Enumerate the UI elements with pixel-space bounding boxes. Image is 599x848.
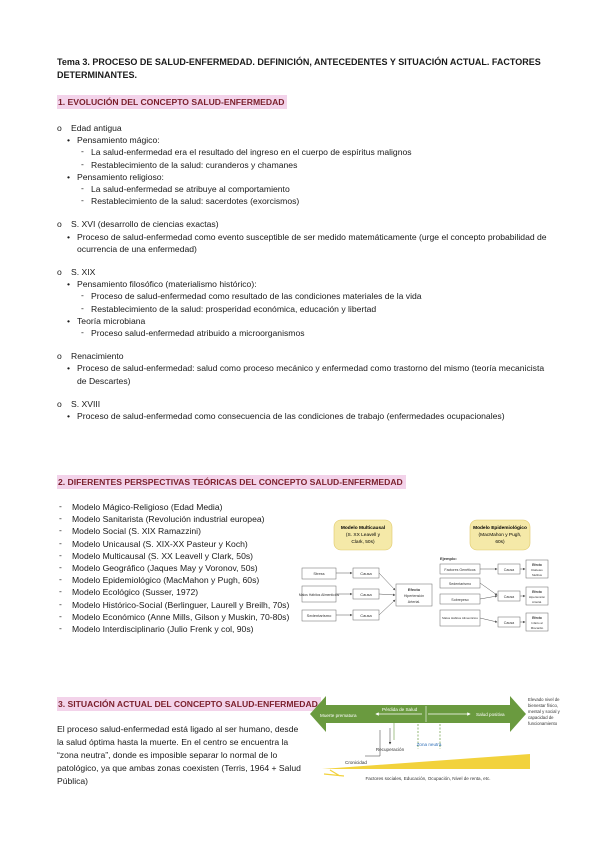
models-list — [57, 501, 292, 635]
list-item: ‐ Modelo Unicausal (S. XIX-XX Pasteur y Koch) — [57, 538, 292, 550]
muerte-label: Muerte prematura — [320, 713, 357, 718]
cronicidad-label: Cronicidad — [345, 760, 367, 765]
efecto-label: Miocardio — [530, 626, 544, 630]
epidemio-subtitle: (MacMahon y Pugh, — [478, 533, 522, 538]
era-renacimiento: o Renacimiento — [57, 350, 547, 362]
list-item: ‐ Modelo Interdisciplinario (Julio Frenk y col, 90s) — [57, 623, 292, 635]
list-item: ‐ Proceso de salud-enfermedad como resultado de las condiciones materiales de la vida — [77, 290, 547, 302]
elevado-label: mental y social y — [528, 709, 560, 714]
causa-label: Causa — [360, 592, 372, 597]
epidemio-diagram — [440, 556, 548, 631]
elevado-label: Elevado nivel de — [528, 697, 560, 702]
efecto-label: Efecto — [532, 563, 542, 567]
efecto-label: Efecto — [407, 587, 421, 592]
list-item: ‐ La salud-enfermedad era el resultado del ingreso en el cuerpo de espíritus malignos — [77, 146, 547, 158]
causa-label: Causa — [360, 613, 372, 618]
list-item: ‐ Modelo Epidemiológico (MacMahon y Pugh, 60s) — [57, 574, 292, 586]
section-3-heading: 3. SITUACIÓN ACTUAL DEL CONCEPTO SALUD-ENFERMEDAD — [57, 697, 321, 711]
section-2-heading: 2. DIFERENTES PERSPECTIVAS TEÓRICAS DEL CONCEPTO SALUD-ENFERMEDAD — [57, 475, 406, 489]
teoria-microbiana: • Teoría microbiana — [63, 315, 547, 327]
efecto-label: Hipertensión — [403, 594, 425, 598]
efecto-label: Efecto — [532, 590, 542, 594]
cause-label: Sedentarismo — [448, 582, 472, 586]
section-3-paragraph: El proceso salud-enfermedad está ligado al ser humano, desde la salud óptima hasta la muerte. En el centro se encuentra la “zona neutra”, donde es imposible separar lo normal de lo patológico, ya que ambas zonas coexisten (Terris, 1964 + Salud Pública) — [57, 724, 301, 786]
cause-label: Malos Hábitos Alimenticios — [298, 593, 340, 597]
list-item: ‐ Modelo Geográfico (Jaques May y Voronov, 50s) — [57, 562, 292, 574]
cause-label: Factores Genéticos — [444, 568, 476, 572]
list-item: ‐ Modelo Mágico-Religioso (Edad Media) — [57, 501, 292, 513]
list-item: ‐ Restablecimiento de la salud: sacerdotes (exorcismos) — [77, 195, 547, 207]
section-1-body — [57, 122, 547, 422]
multicausal-title: Modelo Multicausal — [340, 526, 386, 531]
multicausal-subtitle-2: Clark, 50s) — [351, 540, 375, 545]
causa-label: Causa — [503, 595, 515, 599]
cause-label: Stress — [313, 571, 325, 576]
section-1-heading: 1. EVOLUCIÓN DEL CONCEPTO SALUD-ENFERMEDAD — [57, 95, 287, 109]
salud-positiva-label: Salud positiva — [476, 712, 505, 717]
efecto-label: Diabetes — [531, 568, 543, 572]
multicausal-diagram — [299, 568, 432, 621]
list-item: ‐ La salud-enfermedad se atribuye al comportamiento — [77, 183, 547, 195]
era-s19: o S. XIX — [57, 266, 547, 278]
efecto-label: Arterial. — [532, 600, 542, 604]
multicausal-subtitle: (S. XX Leavell y — [345, 533, 381, 538]
list-item: ‐ Modelo Multicausal (S. XX Leavell y Clark, 50s) — [57, 550, 292, 562]
epidemio-title: Modelo Epidemiológico — [473, 526, 527, 531]
list-item: ‐ Modelo Social (S. XIX Ramazzini) — [57, 525, 292, 537]
efecto-label: Infarto al — [531, 621, 543, 625]
list-item: • Proceso de salud-enfermedad como evento susceptible de ser medido matemáticamente (urge el concepto probabilidad de ocurrencia de una enfermedad) — [63, 231, 547, 255]
pensamiento-religioso: • Pensamiento religioso: — [63, 171, 547, 183]
list-item: ‐ Modelo Ecológico (Susser, 1972) — [57, 586, 292, 598]
cause-label: Sobrepeso — [451, 598, 469, 602]
list-item: ‐ Proceso salud-enfermedad atribuido a microorganismos — [77, 327, 547, 339]
era-edad-antigua: o Edad antigua — [57, 122, 547, 134]
epidemio-subtitle-2: 60s) — [495, 540, 505, 545]
factores-label: Factores sociales, Educación, Ocupación, Nivel de renta, etc. — [365, 776, 491, 781]
elevado-label: funcionamiento — [528, 721, 558, 726]
cause-label: Malos Hábitos Alimenticios — [442, 616, 478, 620]
efecto-label: Hipertensión — [528, 595, 546, 599]
list-item: ‐ Modelo Económico (Anne Mills, Gilson y Muskin, 70-80s) — [57, 611, 292, 623]
continuum-diagram — [310, 692, 560, 788]
list-item: ‐ Modelo Histórico-Social (Berlinguer, Laurell y Breilh, 70s) — [57, 599, 292, 611]
elevado-label: capacidad de — [528, 715, 554, 720]
efecto-label: Arterial. — [407, 600, 421, 604]
efecto-label: Efecto — [532, 616, 542, 620]
document-title: Tema 3. PROCESO DE SALUD-ENFERMEDAD. DEFINICIÓN, ANTECEDENTES Y SITUACIÓN ACTUAL. FACTORES DETERMINANTES. — [57, 57, 541, 81]
pensamiento-filosofico: • Pensamiento filosófico (materialismo histórico): — [63, 278, 547, 290]
list-item: • Proceso de salud-enfermedad como consecuencia de las condiciones de trabajo (enfermedades ocupacionales) — [63, 410, 547, 422]
list-item: ‐ Modelo Sanitarista (Revolución industrial europea) — [57, 513, 292, 525]
list-item: ‐ Restablecimiento de la salud: prosperidad económica, educación y libertad — [77, 303, 547, 315]
era-s16: o S. XVI (desarrollo de ciencias exactas) — [57, 218, 547, 230]
causa-label: Causa — [503, 621, 515, 625]
list-item: ‐ Restablecimiento de la salud: curanderos y chamanes — [77, 159, 547, 171]
pensamiento-magico: • Pensamiento mágico: — [63, 134, 547, 146]
zona-neutra-label: Zona neutra — [416, 742, 442, 747]
cause-label: Sedentarismo — [306, 613, 332, 618]
recuperacion-label: Recuperación — [375, 747, 405, 752]
models-diagram — [298, 518, 550, 640]
perdida-label: Pérdida de Salud — [382, 707, 418, 712]
causa-label: Causa — [503, 568, 515, 572]
efecto-label: Mellitus — [532, 573, 542, 577]
elevado-label: bienestar físico, — [528, 703, 559, 708]
ejemplo-label: Ejemplo: — [440, 556, 457, 561]
era-s18: o S. XVIII — [57, 398, 547, 410]
causa-label: Causa — [360, 571, 372, 576]
list-item: • Proceso de salud-enfermedad: salud como proceso mecánico y enfermedad como trastorno del mismo (teoría mecanicista de Descartes) — [63, 362, 547, 386]
